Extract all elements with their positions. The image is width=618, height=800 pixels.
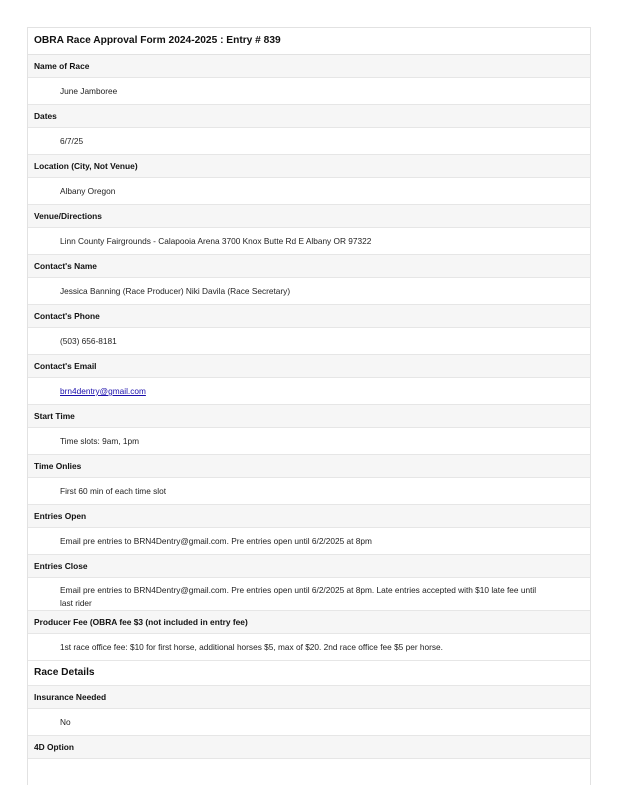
field-label-contact-name: Contact's Name <box>28 255 590 278</box>
race-approval-form <box>27 27 591 785</box>
field-label-venue: Venue/Directions <box>28 205 590 228</box>
field-label-dates: Dates <box>28 105 590 128</box>
field-value-venue: Linn County Fairgrounds - Calapooia Arena 3700 Knox Butte Rd E Albany OR 97322 <box>28 228 590 255</box>
field-value-contact-phone: (503) 656-8181 <box>28 328 590 355</box>
field-value-dates: 6/7/25 <box>28 128 590 155</box>
field-label-entries-open: Entries Open <box>28 505 590 528</box>
field-value-4d-option <box>28 759 590 785</box>
field-label-contact-phone: Contact's Phone <box>28 305 590 328</box>
field-label-start-time: Start Time <box>28 405 590 428</box>
field-value-race-name: June Jamboree <box>28 78 590 105</box>
field-value-start-time: Time slots: 9am, 1pm <box>28 428 590 455</box>
field-label-4d-option: 4D Option <box>28 736 590 759</box>
section-title-race-details: Race Details <box>28 661 590 686</box>
field-value-entries-close <box>28 578 590 611</box>
field-label-contact-email: Contact's Email <box>28 355 590 378</box>
contact-email-link[interactable]: brn4dentry@gmail.com <box>60 386 146 396</box>
entries-close-line-1: Email pre entries to BRN4Dentry@gmail.com. Pre entries open until 6/2/2025 at 8pm. Late entries accepted with $10 late fee until <box>60 585 537 595</box>
field-label-time-onlies: Time Onlies <box>28 455 590 478</box>
field-label-race-name: Name of Race <box>28 55 590 78</box>
field-value-location: Albany Oregon <box>28 178 590 205</box>
field-value-contact-email <box>28 378 590 405</box>
field-value-insurance: No <box>28 709 590 736</box>
field-label-entries-close: Entries Close <box>28 555 590 578</box>
field-label-location: Location (City, Not Venue) <box>28 155 590 178</box>
entries-close-line-2: last rider <box>60 598 92 608</box>
field-value-time-onlies: First 60 min of each time slot <box>28 478 590 505</box>
form-title: OBRA Race Approval Form 2024-2025 : Entry # 839 <box>28 27 590 55</box>
field-label-insurance: Insurance Needed <box>28 686 590 709</box>
field-value-producer-fee: 1st race office fee: $10 for first horse, additional horses $5, max of $20. 2nd race office fee $5 per horse. <box>28 634 590 661</box>
field-value-entries-open: Email pre entries to BRN4Dentry@gmail.com. Pre entries open until 6/2/2025 at 8pm <box>28 528 590 555</box>
field-value-contact-name: Jessica Banning (Race Producer) Niki Davila (Race Secretary) <box>28 278 590 305</box>
field-label-producer-fee: Producer Fee (OBRA fee $3 (not included in entry fee) <box>28 611 590 634</box>
